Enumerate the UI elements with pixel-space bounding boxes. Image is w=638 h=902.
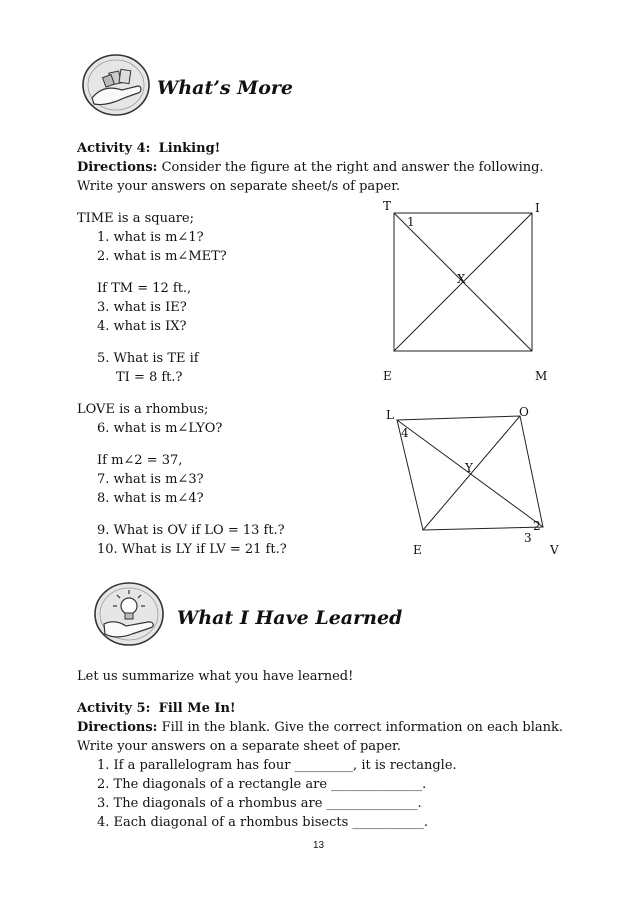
fill-item-2: 2. The diagonals of a rectangle are ______________. xyxy=(97,777,427,792)
directions-label-2: Directions: xyxy=(77,720,158,735)
rhombus-love-figure xyxy=(370,400,570,565)
angle-label-3: 3 xyxy=(524,531,532,545)
fill-item-4: 4. Each diagonal of a rhombus bisects ___________. xyxy=(97,815,429,830)
page-number: 13 xyxy=(313,840,325,851)
vertex-label-l: L xyxy=(386,408,394,422)
square-time-figure xyxy=(370,195,560,390)
vertex-label-v: V xyxy=(550,543,559,557)
fill-item-1: 1. If a parallelogram has four _________, it is rectangle. xyxy=(97,758,457,773)
question-2: 2. what is m∠MET? xyxy=(97,249,227,264)
vertex-label-i: I xyxy=(535,201,540,215)
fill-item-3: 3. The diagonals of a rhombus are ______________. xyxy=(97,796,422,811)
angle-label-2: 2 xyxy=(533,519,541,533)
love-intro: LOVE is a rhombus; xyxy=(77,402,209,417)
angle-label-4: 4 xyxy=(401,426,409,440)
activity-4-label: Activity 4: xyxy=(77,141,151,156)
directions-text: Consider the figure at the right and answer the following. xyxy=(161,160,544,175)
tm-given: If TM = 12 ft., xyxy=(97,281,192,296)
m2-given: If m∠2 = 37, xyxy=(97,453,183,468)
activity-4-heading xyxy=(77,139,220,158)
question-7: 7. what is m∠3? xyxy=(97,472,204,487)
center-label-y: Y xyxy=(465,461,473,475)
section-title-whats-more: What’s More xyxy=(157,77,293,99)
question-5-line-2: TI = 8 ft.? xyxy=(116,370,183,385)
activity-5-heading xyxy=(77,699,236,718)
question-8: 8. what is m∠4? xyxy=(97,491,204,506)
directions-line-2: Write your answers on separate sheet/s of paper. xyxy=(77,179,401,194)
hand-holding-books-icon xyxy=(80,52,152,118)
question-9: 9. What is OV if LO = 13 ft.? xyxy=(97,523,285,538)
time-intro: TIME is a square; xyxy=(77,211,194,226)
activity-5-directions xyxy=(77,718,563,756)
hand-lightbulb-icon xyxy=(92,580,166,648)
activity-5-title: Fill Me In! xyxy=(158,701,236,716)
directions-text-2: Fill in the blank. Give the correct information on each blank. Write your answers on a separate sheet of paper. xyxy=(77,720,563,754)
question-3: 3. what is IE? xyxy=(97,300,187,315)
vertex-label-e: E xyxy=(383,369,392,383)
angle-label-1: 1 xyxy=(407,215,415,229)
summary-line: Let us summarize what you have learned! xyxy=(77,669,354,684)
vertex-label-o: O xyxy=(519,405,529,419)
center-label-x: X xyxy=(457,272,466,286)
question-5-line-1: 5. What is TE if xyxy=(97,351,199,366)
activity-4-directions xyxy=(77,158,544,177)
question-10: 10. What is LY if LV = 21 ft.? xyxy=(97,542,287,557)
activity-4-title: Linking! xyxy=(158,141,221,156)
vertex-label-e2: E xyxy=(413,543,422,557)
activity-5-label: Activity 5: xyxy=(77,701,151,716)
vertex-label-t: T xyxy=(383,199,392,213)
question-4: 4. what is IX? xyxy=(97,319,187,334)
section-title-what-i-have-learned: What I Have Learned xyxy=(177,607,403,629)
question-1: 1. what is m∠1? xyxy=(97,230,204,245)
question-6: 6. what is m∠LYO? xyxy=(97,421,223,436)
directions-label: Directions: xyxy=(77,160,158,175)
vertex-label-m: M xyxy=(535,369,548,383)
